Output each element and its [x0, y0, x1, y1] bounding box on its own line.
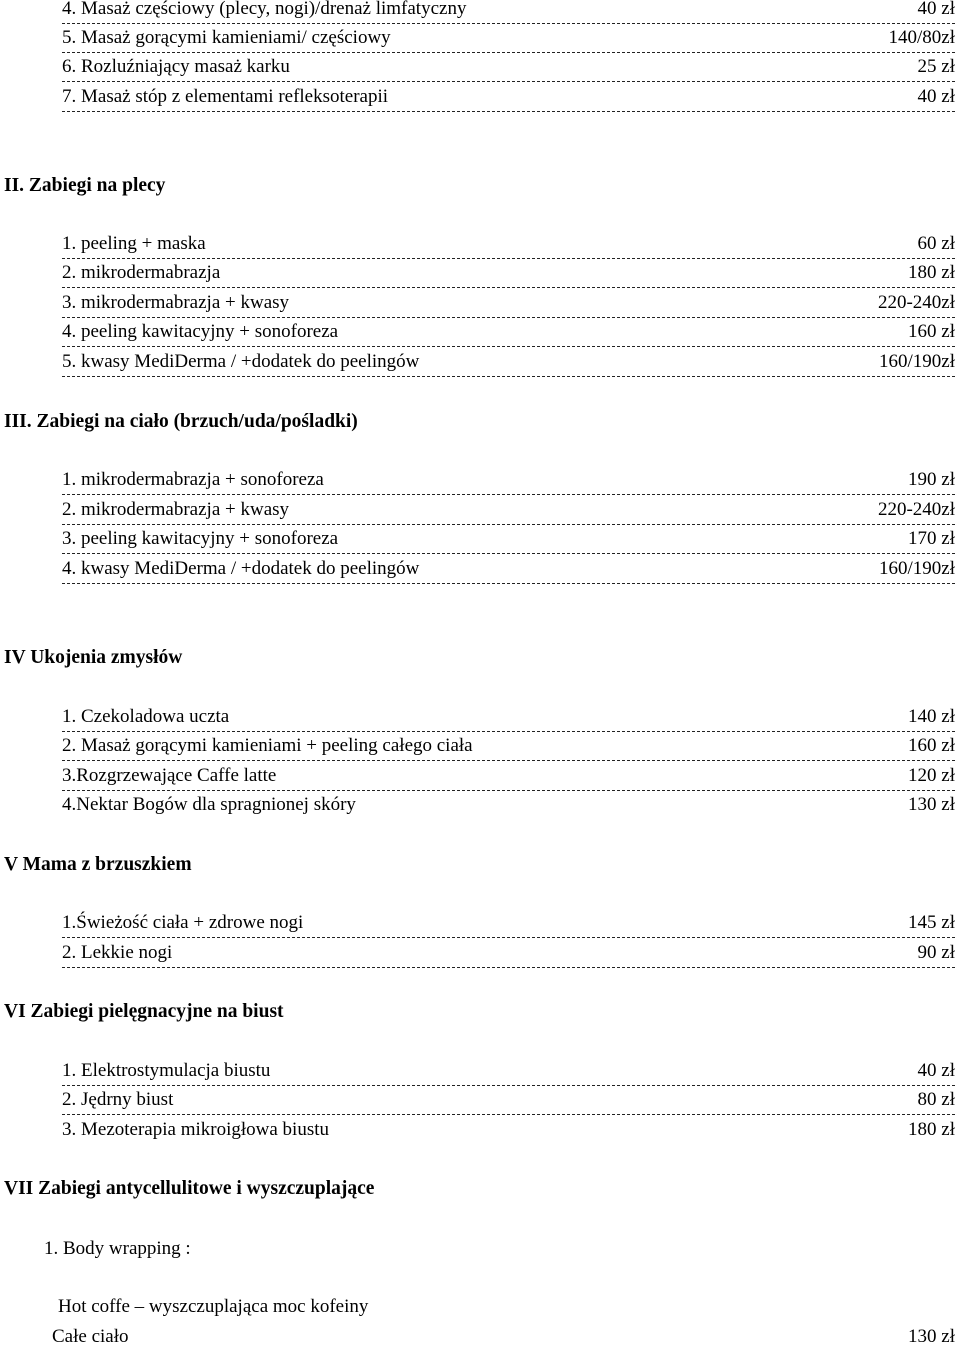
item-price: 180 zł — [908, 262, 955, 283]
item-name: 4. kwasy MediDerma / +dodatek do peelingów — [62, 558, 420, 579]
item-price: 130 zł — [908, 794, 955, 815]
item-price: 40 zł — [917, 0, 955, 19]
list-item — [62, 1085, 955, 1115]
list-item — [62, 82, 955, 112]
item-price: 140 zł — [908, 706, 955, 727]
list-item — [62, 731, 955, 761]
section-heading: III. Zabiegi na ciało (brzuch/uda/pośladki) — [4, 411, 358, 432]
list-item — [62, 317, 955, 347]
list-item — [62, 761, 955, 791]
section-heading: VII Zabiegi antycellulitowe i wyszczuplające — [4, 1178, 375, 1199]
item-name: 1. peeling + maska — [62, 233, 206, 254]
item-price: 140/80zł — [888, 27, 955, 48]
item-name: 6. Rozluźniający masaż karku — [62, 56, 290, 77]
item-name: 3.Rozgrzewające Caffe latte — [62, 765, 277, 786]
item-price: 80 zł — [917, 1089, 955, 1110]
list-item — [62, 347, 955, 377]
item-name: 2. mikrodermabrazja + kwasy — [62, 499, 290, 520]
list-item — [62, 908, 955, 938]
item-price: 145 zł — [908, 912, 955, 933]
item-price: 220-240zł — [877, 292, 955, 313]
subsection-label: 1. Body wrapping : — [44, 1238, 191, 1259]
section-heading: IV Ukojenia zmysłów — [4, 647, 183, 668]
item-name: 2. Masaż gorącymi kamieniami + peeling całego ciała — [62, 735, 473, 756]
list-item — [52, 1322, 955, 1351]
list-item — [62, 554, 955, 584]
item-price: 190 zł — [908, 469, 955, 490]
item-price: 90 zł — [917, 942, 955, 963]
list-item — [62, 524, 955, 554]
item-name: 2. mikrodermabrazja — [62, 262, 221, 283]
item-name: Całe ciało — [52, 1326, 129, 1347]
item-price: 160/190zł — [879, 351, 955, 372]
item-name: 4. Masaż częściowy (plecy, nogi)/drenaż limfatyczny — [62, 0, 467, 19]
item-name: 1.Świeżość ciała + zdrowe nogi — [62, 912, 304, 933]
item-name: 3. peeling kawitacyjny + sonoforeza — [62, 528, 339, 549]
item-price: 170 zł — [908, 528, 955, 549]
item-name: 5. Masaż gorącymi kamieniami/ częściowy — [62, 27, 391, 48]
list-item — [62, 495, 955, 525]
item-price: 60 zł — [917, 233, 955, 254]
list-item — [62, 288, 955, 318]
item-name: 7. Masaż stóp z elementami refleksoterapii — [62, 86, 389, 107]
item-name: 2. Lekkie nogi — [62, 942, 173, 963]
item-name: 4.Nektar Bogów dla spragnionej skóry — [62, 794, 356, 815]
item-price: 160 zł — [908, 735, 955, 756]
item-price: 40 zł — [917, 1060, 955, 1081]
list-item — [62, 1115, 955, 1144]
item-name: 3. mikrodermabrazja + kwasy — [62, 292, 290, 313]
list-item — [62, 938, 955, 968]
list-item — [62, 0, 955, 24]
item-name: 1. Czekoladowa uczta — [62, 706, 230, 727]
item-name: 3. Mezoterapia mikroigłowa biustu — [62, 1119, 329, 1140]
list-item — [62, 258, 955, 288]
list-item — [62, 23, 955, 53]
item-price: 220-240zł — [877, 499, 955, 520]
list-item — [62, 229, 955, 259]
item-description: Hot coffe – wyszczuplająca moc kofeiny — [58, 1296, 369, 1317]
list-item — [62, 465, 955, 495]
item-name: 5. kwasy MediDerma / +dodatek do peelingów — [62, 351, 420, 372]
list-item — [62, 702, 955, 732]
item-price: 130 zł — [908, 1326, 955, 1347]
item-price: 40 zł — [917, 86, 955, 107]
item-price: 25 zł — [917, 56, 955, 77]
section-heading: II. Zabiegi na plecy — [4, 175, 166, 196]
section-heading: VI Zabiegi pielęgnacyjne na biust — [4, 1001, 284, 1022]
item-name: 2. Jędrny biust — [62, 1089, 174, 1110]
list-item — [62, 52, 955, 82]
item-name: 1. Elektrostymulacja biustu — [62, 1060, 271, 1081]
section-heading: V Mama z brzuszkiem — [4, 854, 192, 875]
list-item — [62, 790, 955, 819]
list-item — [62, 1056, 955, 1086]
item-name: 1. mikrodermabrazja + sonoforeza — [62, 469, 324, 490]
item-price: 160 zł — [908, 321, 955, 342]
item-name: 4. peeling kawitacyjny + sonoforeza — [62, 321, 339, 342]
item-price: 180 zł — [908, 1119, 955, 1140]
item-price: 120 zł — [908, 765, 955, 786]
item-price: 160/190zł — [879, 558, 955, 579]
